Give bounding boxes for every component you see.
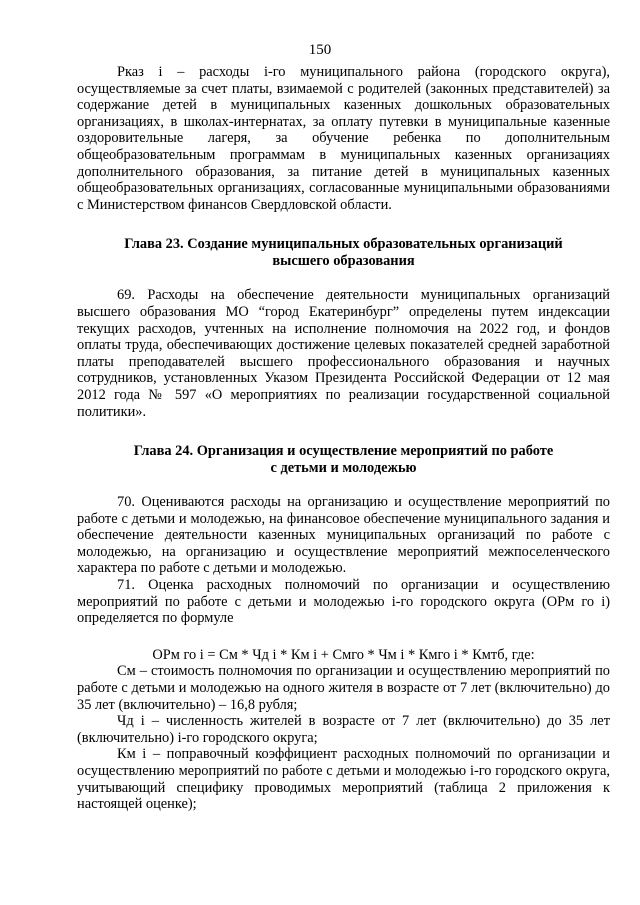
chapter-24-heading bbox=[77, 443, 610, 477]
paragraph-70: 70. Оцениваются расходы на организацию и осуществление мероприятий по работе с детьми и молодежью, на финансовое обеспечение муниципального задания и обеспечение деятельности казенных муниципальных организаций по работе с молодежью, на организацию и осуществление мероприятий межпоселенческого характера по работе с детьми и молодежью. bbox=[77, 494, 610, 577]
document-body bbox=[77, 64, 610, 813]
paragraph-69: 69. Расходы на обеспечение деятельности муниципальных организаций высшего образования МО “город Екатеринбург” определены путем индексации текущих расходов, учтенных на исполнение полномочия на 2022 год, и фондов оплаты труда, обеспечивающих достижение целевых показателей средней заработной платы преподавателей высшего профессионального образования и научных сотрудников, установленных Указом Президента Российской Федерации от 12 мая 2012 года № 597 «О мероприятиях по реализации государственной социальной политики». bbox=[77, 287, 610, 420]
chapter-23-heading bbox=[77, 236, 610, 270]
formula: ОРм го i = См * Чд i * Км i + Смго * Чм i * Кмго i * Кмтб, где: bbox=[152, 646, 535, 663]
chapter-24-title-line1: Глава 24. Организация и осуществление мероприятий по работе bbox=[133, 443, 554, 460]
definition-km: Км i – поправочный коэффициент расходных полномочий по организации и осуществлению мероприятий по работе с детьми и молодежью i-го городского округа, учитывающий специфику проводимых мероприятий (таблица 2 приложения к настоящей оценке); bbox=[77, 746, 610, 813]
intro-paragraph: Рказ i – расходы i-го муниципального района (городского округа), осуществляемые за счет платы, взимаемой с родителей (законных представителей) за содержание детей в муниципальных казенных дошкольных образовательных организациях, в школах-интернатах, за оплату путевки в муниципальные казенные оздоровительные лагеря, за обучение ребенка по дополнительным общеобразовательным программам в муниципальных казенных организациях дополнительного образования, за питание детей в муниципальных казенных общеобразовательных организациях, согласованные муниципальными образованиями с Министерством финансов Свердловской области. bbox=[77, 64, 610, 213]
definition-cm: См – стоимость полномочия по организации и осуществлению мероприятий по работе с детьми и молодежью на одного жителя в возрасте от 7 лет (включительно) до 35 лет (включительно) – 16,8 рубля; bbox=[77, 663, 610, 713]
chapter-23-title-line1: Глава 23. Создание муниципальных образовательных организаций bbox=[124, 236, 563, 253]
chapter-24-title-line2: с детьми и молодежью bbox=[270, 460, 417, 477]
definition-chd: Чд i – численность жителей в возрасте от 7 лет (включительно) до 35 лет (включительно) i-го городского округа; bbox=[77, 713, 610, 746]
paragraph-71: 71. Оценка расходных полномочий по организации и осуществлению мероприятий по работе с детьми и молодежью i-го городского округа (ОРм го i) определяется по формуле bbox=[77, 577, 610, 627]
page-number: 150 bbox=[308, 42, 332, 58]
chapter-23-title-line2: высшего образования bbox=[272, 253, 415, 270]
